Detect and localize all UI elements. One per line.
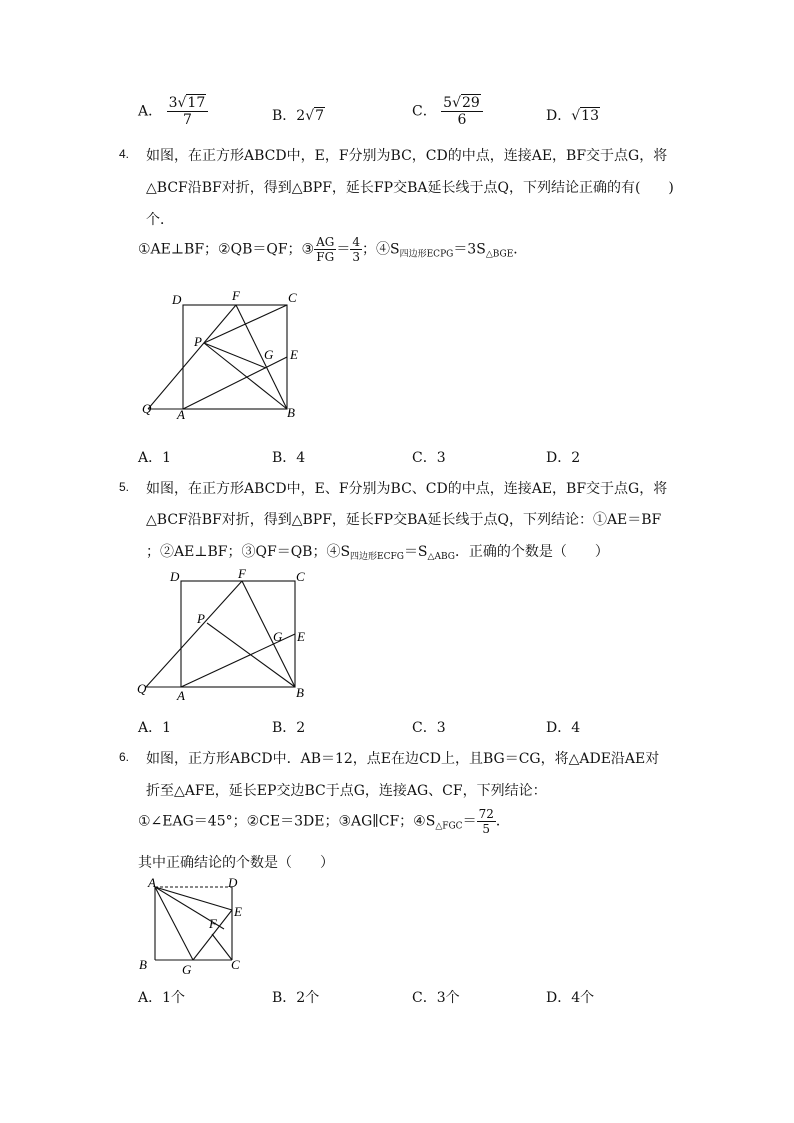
q4-conclusions: ①AE⊥BF；②QB＝QF；③ $\frac{AG}{FG}$ ＝ $\frac{4}{3}$ ；$④S_{四边形ECPG}=3S_{\triangle BGE}$． — [138, 235, 528, 264]
q6-question: 其中正确结论的个数是（ ） — [138, 855, 334, 871]
q5-label-c: C — [296, 569, 305, 584]
q6-conclusions: ①∠EAG＝45°；②CE＝3DE；③AG∥CF；$④S_{\triangle FGC}=$ $\frac{72}{5}$ ． — [138, 807, 510, 836]
q6-figure — [132, 874, 252, 978]
q6-label-g: G — [182, 962, 192, 977]
q5-line1: 如图，在正方形ABCD中，E、F分别为BC、CD的中点，连接AE，BF交于点G，将 — [146, 481, 668, 497]
q4-line2: △BCF沿BF对折，得到△BPF，延长FP交BA延长线于点Q，下列结论正确的有( ) — [146, 180, 674, 196]
q5-option-c: C．3 — [412, 720, 446, 736]
q4-option-b: B．4 — [272, 450, 306, 466]
q4-label-g: G — [264, 347, 274, 362]
q5-label-q: Q — [137, 681, 147, 696]
q6-label-b: B — [139, 957, 147, 972]
q5-line3: ；②AE⊥BF；③QF＝QB；$④S_{四边形ECFG}=S_{\triangle ABG}$．正确的个数是（ ） — [146, 544, 609, 562]
q6-option-b: B．2个 — [272, 990, 320, 1006]
q4-line3: 个． — [146, 212, 174, 228]
q4-label-e: E — [290, 347, 298, 362]
q3-option-d: D．√13 — [546, 108, 599, 124]
q4-figure — [140, 288, 320, 420]
q4-number: 4. — [119, 147, 130, 161]
q5-label-e: E — [297, 629, 305, 644]
q5-label-a: A — [177, 688, 185, 702]
q6-label-e: E — [234, 904, 242, 919]
q6-label-f: F — [209, 916, 217, 931]
q4-label-p: P — [194, 334, 202, 349]
q5-label-g: G — [273, 629, 283, 644]
q3-option-b: B．2√7 — [272, 108, 325, 124]
q6-label-a: A — [148, 875, 156, 890]
q5-figure — [134, 566, 314, 702]
q6-label-c: C — [231, 957, 240, 972]
q5-option-b: B．2 — [272, 720, 306, 736]
q5-line2: △BCF沿BF对折，得到△BPF，延长FP交BA延长线于点Q，下列结论：①AE＝BF — [146, 512, 662, 528]
q5-label-f: F — [238, 566, 246, 581]
q5-label-d: D — [170, 569, 180, 584]
q6-label-d: D — [228, 875, 238, 890]
q5-option-d: D．4 — [546, 720, 581, 736]
q4-label-q: Q — [142, 401, 152, 416]
q3-option-c: C． $\frac{5√29}{6}$ — [412, 96, 483, 127]
q4-label-d: D — [172, 292, 182, 307]
q3-option-a: A． $\frac{3√17}{7}$ — [138, 96, 208, 127]
q4-label-f: F — [232, 288, 240, 303]
q4-label-b: B — [287, 405, 295, 420]
q4-option-c: C．3 — [412, 450, 446, 466]
q6-option-a: A．1个 — [138, 990, 186, 1006]
q4-label-c: C — [288, 290, 297, 305]
q4-line1: 如图，在正方形ABCD中，E，F分别为BC，CD的中点，连接AE，BF交于点G，将 — [146, 148, 668, 164]
q6-line2: 折至△AFE，延长EP交边BC于点G，连接AG、CF，下列结论： — [146, 783, 547, 799]
q5-label-b: B — [296, 685, 304, 700]
q6-option-c: C．3个 — [412, 990, 460, 1006]
q6-line1: 如图，正方形ABCD中．AB＝12，点E在边CD上，且BG＝CG，将△ADE沿AE对 — [146, 751, 660, 767]
q5-option-a: A．1 — [138, 720, 172, 736]
q5-label-p: P — [197, 611, 205, 626]
q4-label-a: A — [177, 407, 185, 420]
q4-option-a: A．1 — [138, 450, 172, 466]
q5-number: 5. — [119, 480, 130, 494]
q4-option-d: D．2 — [546, 450, 581, 466]
q6-number: 6. — [119, 750, 130, 764]
q6-option-d: D．4个 — [546, 990, 595, 1006]
